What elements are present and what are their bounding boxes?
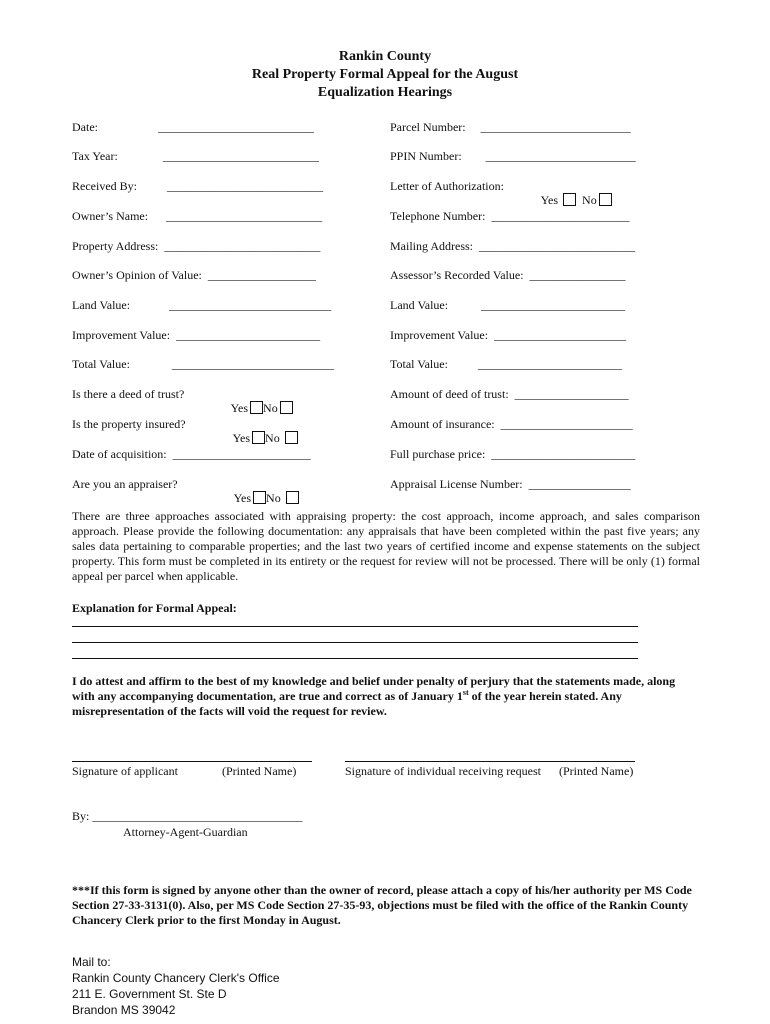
- telephone-number-field[interactable]: Telephone Number: _______________________: [390, 209, 630, 223]
- letter-of-authorization-label: Letter of Authorization:: [390, 179, 504, 193]
- tax-year-field[interactable]: Tax Year: __________________________: [72, 149, 319, 163]
- amount-deed-of-trust-field[interactable]: Amount of deed of trust: ___________________: [390, 387, 629, 401]
- attestation-paragraph: [72, 674, 692, 719]
- attestation-part-1: I do attest and affirm to the best of my knowledge and belief under penalty of perjury that the statements made, along with any accompanying documentation, are true and correct as of January 1: [72, 674, 676, 703]
- letter-of-authorization-options: [535, 179, 612, 207]
- improvement-value-field[interactable]: Improvement Value: ________________________: [72, 328, 321, 342]
- receiver-printed-name-label: (Printed Name): [559, 764, 634, 778]
- amount-of-insurance-field[interactable]: Amount of insurance: ______________________: [390, 417, 633, 431]
- parcel-number-field[interactable]: Parcel Number: _________________________: [390, 120, 631, 134]
- form-title-line-2: Real Property Formal Appeal for the August: [251, 67, 519, 82]
- deed-of-trust-options: [225, 387, 293, 415]
- date-field[interactable]: Date: __________________________: [72, 120, 314, 134]
- attestation-superscript: st: [462, 688, 469, 697]
- no-label: No: [263, 401, 278, 415]
- yes-label: Yes: [230, 401, 249, 415]
- applicant-signature-label: Signature of applicant: [72, 764, 178, 778]
- explanation-line-1[interactable]: [72, 626, 638, 627]
- receiver-signature-label: Signature of individual receiving request: [345, 764, 541, 778]
- right-land-value-field[interactable]: Land Value: ________________________: [390, 298, 626, 312]
- by-signature-field[interactable]: By: ___________________________________: [72, 809, 303, 823]
- full-purchase-price-field[interactable]: Full purchase price: ________________________: [390, 447, 636, 461]
- applicant-signature-line[interactable]: [72, 761, 312, 762]
- mail-to-label: Mail to:: [72, 955, 111, 969]
- insured-question: Is the property insured?: [72, 417, 186, 431]
- mail-street: 211 E. Government St. Ste D: [72, 987, 227, 1001]
- yes-label: Yes: [540, 193, 559, 207]
- explanation-line-3[interactable]: [72, 658, 638, 659]
- no-label: No: [266, 491, 281, 505]
- insured-options: [227, 417, 298, 445]
- mail-office: Rankin County Chancery Clerk's Office: [72, 971, 280, 985]
- form-title-line-1: Rankin County: [338, 49, 432, 64]
- yes-label: Yes: [232, 431, 251, 445]
- mail-city: Brandon MS 39042: [72, 1003, 176, 1017]
- mailing-address-field[interactable]: Mailing Address: __________________________: [390, 239, 635, 253]
- appraiser-no-checkbox[interactable]: [286, 491, 299, 504]
- no-label: No: [265, 431, 280, 445]
- applicant-printed-name-label: (Printed Name): [222, 764, 297, 778]
- deed-of-trust-question: Is there a deed of trust?: [72, 387, 185, 401]
- no-label: No: [582, 193, 597, 207]
- assessor-recorded-value-field[interactable]: Assessor’s Recorded Value: ________________: [390, 268, 626, 282]
- insured-no-checkbox[interactable]: [285, 431, 298, 444]
- appraiser-options: [228, 477, 299, 505]
- insured-yes-checkbox[interactable]: [252, 431, 265, 444]
- appraisal-license-number-field[interactable]: Appraisal License Number: _________________: [390, 477, 631, 491]
- right-total-value-field[interactable]: Total Value: ________________________: [390, 357, 622, 371]
- deed-of-trust-yes-checkbox[interactable]: [250, 401, 263, 414]
- land-value-field[interactable]: Land Value: ___________________________: [72, 298, 332, 312]
- yes-label: Yes: [233, 491, 252, 505]
- appraiser-question: Are you an appraiser?: [72, 477, 178, 491]
- property-address-field[interactable]: Property Address: __________________________: [72, 239, 321, 253]
- explanation-line-2[interactable]: [72, 642, 638, 643]
- owner-name-field[interactable]: Owner’s Name: __________________________: [72, 209, 323, 223]
- total-value-field[interactable]: Total Value: ___________________________: [72, 357, 334, 371]
- attestation-part-2: of the year herein stated. Any misrepresentation of the facts will void the request for review.: [72, 689, 622, 718]
- agent-role-label: Attorney-Agent-Guardian: [123, 825, 248, 839]
- authorization-no-checkbox[interactable]: [599, 193, 612, 206]
- authorization-yes-checkbox[interactable]: [563, 193, 576, 206]
- right-improvement-value-field[interactable]: Improvement Value: ______________________: [390, 328, 627, 342]
- deed-of-trust-no-checkbox[interactable]: [280, 401, 293, 414]
- owner-opinion-value-field[interactable]: Owner’s Opinion of Value: __________________: [72, 268, 316, 282]
- explanation-label: Explanation for Formal Appeal:: [72, 601, 237, 615]
- appraiser-yes-checkbox[interactable]: [253, 491, 266, 504]
- receiver-signature-line[interactable]: [345, 761, 635, 762]
- date-of-acquisition-field[interactable]: Date of acquisition: _______________________: [72, 447, 311, 461]
- instructions-paragraph: There are three approaches associated with appraising property: the cost approach, income approach, and sales comparison approach. Please provide the following documentation: any appraisals that have been completed within the past five years; any sales data pertaining to comparable properties; and the last two years of certified income and expense statements on the subject property. This form must be completed in its entirety or the request for review will not be processed. There will be only (1) formal appeal per parcel when applicable.: [72, 509, 700, 583]
- form-title-line-3: Equalization Hearings: [317, 85, 453, 100]
- received-by-field[interactable]: Received By: __________________________: [72, 179, 323, 193]
- ppin-number-field[interactable]: PPIN Number: _________________________: [390, 149, 636, 163]
- authority-notice: ***If this form is signed by anyone other than the owner of record, please attach a copy of his/her authority per MS Code Section 27-33-3131(0). Also, per MS Code Section 27-35-93, objections must be filed with the office of the Rankin County Chancery Clerk prior to the first Monday in August.: [72, 883, 692, 927]
